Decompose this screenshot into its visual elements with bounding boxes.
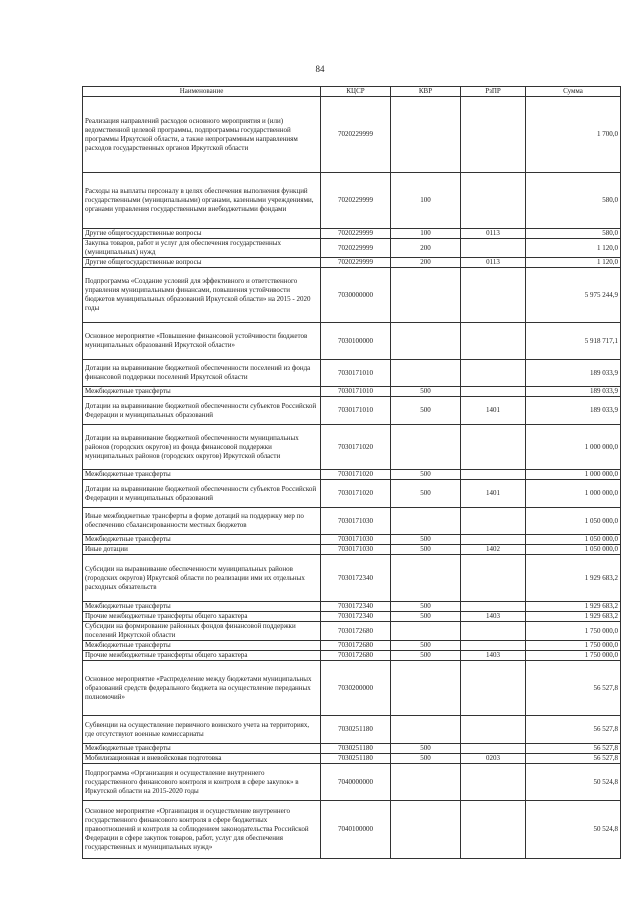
table-row <box>83 425 621 470</box>
cell-sum: 1 050 000,0 <box>526 545 621 555</box>
cell-rzpr <box>461 425 526 470</box>
cell-sum: 5 975 244,9 <box>526 268 621 323</box>
cell-kcsr: 7030172340 <box>321 602 391 612</box>
cell-rzpr <box>461 602 526 612</box>
table-row <box>83 622 621 641</box>
cell-kcsr: 7040000000 <box>321 764 391 801</box>
cell-kvr <box>391 801 461 859</box>
cell-kvr <box>391 716 461 744</box>
cell-kvr: 500 <box>391 397 461 425</box>
table-row <box>83 764 621 801</box>
table-row <box>83 744 621 754</box>
cell-name: Мобилизационная и вневойсковая подготовка <box>83 754 321 764</box>
cell-kcsr: 7030172680 <box>321 641 391 651</box>
cell-kcsr: 7030171030 <box>321 545 391 555</box>
table-row <box>83 480 621 508</box>
header-kcsr: КЦСР <box>321 87 391 97</box>
cell-sum: 1 050 000,0 <box>526 508 621 535</box>
cell-kcsr: 7030172680 <box>321 651 391 661</box>
cell-rzpr <box>461 744 526 754</box>
table-row <box>83 239 621 258</box>
cell-name: Межбюджетные трансферты <box>83 744 321 754</box>
cell-sum: 5 918 717,1 <box>526 323 621 360</box>
cell-name: Прочие межбюджетные трансферты общего характера <box>83 612 321 622</box>
cell-sum: 1 000 000,0 <box>526 425 621 470</box>
cell-rzpr: 1401 <box>461 480 526 508</box>
cell-rzpr <box>461 173 526 229</box>
cell-rzpr: 1403 <box>461 651 526 661</box>
cell-rzpr: 1403 <box>461 612 526 622</box>
cell-kvr <box>391 555 461 602</box>
cell-rzpr <box>461 801 526 859</box>
cell-kcsr: 7020229999 <box>321 239 391 258</box>
cell-name: Иные межбюджетные трансферты в форме дотаций на поддержку мер по обеспечению сбалансированности местных бюджетов <box>83 508 321 535</box>
cell-sum: 580,0 <box>526 173 621 229</box>
cell-name: Основное мероприятие «Распределение между бюджетами муниципальных образований средств федерального бюджета на осуществление переданных полномочий» <box>83 661 321 716</box>
cell-rzpr <box>461 535 526 545</box>
cell-kvr <box>391 764 461 801</box>
cell-sum: 580,0 <box>526 229 621 239</box>
cell-rzpr: 1402 <box>461 545 526 555</box>
cell-kcsr: 7030200000 <box>321 661 391 716</box>
cell-name: Межбюджетные трансферты <box>83 387 321 397</box>
cell-name: Подпрограмма «Организация и осуществление внутреннего государственного финансового контроля и контроля в сфере закупок» в Иркутской области на 2015-2020 годы <box>83 764 321 801</box>
cell-kcsr: 7030000000 <box>321 268 391 323</box>
cell-name: Дотации на выравнивание бюджетной обеспеченности субъектов Российской Федерации и муниципальных образований <box>83 397 321 425</box>
cell-kvr <box>391 508 461 535</box>
table-row <box>83 651 621 661</box>
cell-rzpr <box>461 622 526 641</box>
cell-name: Межбюджетные трансферты <box>83 470 321 480</box>
header-name: Наименование <box>83 87 321 97</box>
cell-rzpr <box>461 508 526 535</box>
cell-kcsr: 7030171010 <box>321 387 391 397</box>
cell-kvr: 500 <box>391 535 461 545</box>
cell-name: Межбюджетные трансферты <box>83 602 321 612</box>
cell-name: Основное мероприятие «Организация и осуществление внутреннего государственного финансового контроля в сфере бюджетных правоотношений и контроля за соблюдением законодательства Российской Федерации в сфере закупок товаров, работ, услуг для обеспечения государственных и муниципальных нужд» <box>83 801 321 859</box>
cell-sum: 1 929 683,2 <box>526 612 621 622</box>
cell-name: Межбюджетные трансферты <box>83 641 321 651</box>
table-row <box>83 268 621 323</box>
cell-kvr <box>391 323 461 360</box>
table-row <box>83 360 621 387</box>
cell-sum: 189 033,9 <box>526 387 621 397</box>
cell-kcsr: 7030172340 <box>321 612 391 622</box>
cell-kvr: 500 <box>391 612 461 622</box>
cell-kvr: 500 <box>391 387 461 397</box>
cell-name: Дотации на выравнивание бюджетной обеспеченности субъектов Российской Федерации и муниципальных образований <box>83 480 321 508</box>
cell-kvr: 500 <box>391 470 461 480</box>
cell-kcsr: 7030171020 <box>321 470 391 480</box>
cell-kcsr: 7030171030 <box>321 508 391 535</box>
cell-kcsr: 7020229999 <box>321 229 391 239</box>
page-number: 84 <box>315 64 325 74</box>
table-row <box>83 173 621 229</box>
cell-rzpr <box>461 323 526 360</box>
cell-kvr: 200 <box>391 239 461 258</box>
cell-sum: 56 527,8 <box>526 744 621 754</box>
cell-rzpr <box>461 239 526 258</box>
table-row <box>83 323 621 360</box>
cell-rzpr: 0203 <box>461 754 526 764</box>
cell-rzpr <box>461 716 526 744</box>
cell-kcsr: 7030251180 <box>321 744 391 754</box>
cell-sum: 1 050 000,0 <box>526 535 621 545</box>
table-row <box>83 97 621 173</box>
cell-rzpr <box>461 268 526 323</box>
cell-name: Дотации на выравнивание бюджетной обеспеченности поселений из фонда финансовой поддержки поселений Иркутской области <box>83 360 321 387</box>
table-row <box>83 801 621 859</box>
cell-kvr <box>391 622 461 641</box>
cell-kcsr: 7020229999 <box>321 258 391 268</box>
cell-kvr: 500 <box>391 754 461 764</box>
cell-kcsr: 7030100000 <box>321 323 391 360</box>
cell-kvr: 500 <box>391 744 461 754</box>
cell-rzpr <box>461 661 526 716</box>
cell-kvr: 500 <box>391 602 461 612</box>
cell-sum: 56 527,8 <box>526 716 621 744</box>
table-row <box>83 387 621 397</box>
table-row <box>83 602 621 612</box>
cell-kcsr: 7030171030 <box>321 535 391 545</box>
table-row <box>83 470 621 480</box>
header-kvr: КВР <box>391 87 461 97</box>
cell-kcsr: 7020229999 <box>321 97 391 173</box>
cell-kvr: 500 <box>391 545 461 555</box>
table-row <box>83 508 621 535</box>
cell-rzpr: 0113 <box>461 258 526 268</box>
cell-rzpr: 1401 <box>461 397 526 425</box>
cell-rzpr <box>461 97 526 173</box>
table-row <box>83 545 621 555</box>
cell-name: Другие общегосударственные вопросы <box>83 229 321 239</box>
cell-kcsr: 7030172680 <box>321 622 391 641</box>
cell-name: Расходы на выплаты персоналу в целях обеспечения выполнения функций государственными (муниципальными) органами, казенными учреждениями, органами управления государственными внебюджетными фондами <box>83 173 321 229</box>
cell-name: Субсидии на формирование районных фондов финансовой поддержки поселений Иркутской области <box>83 622 321 641</box>
cell-kvr: 200 <box>391 258 461 268</box>
cell-name: Иные дотации <box>83 545 321 555</box>
cell-sum: 189 033,9 <box>526 397 621 425</box>
cell-rzpr: 0113 <box>461 229 526 239</box>
cell-kcsr: 7030251180 <box>321 754 391 764</box>
header-sum: Сумма <box>526 87 621 97</box>
budget-table <box>82 86 621 859</box>
cell-sum: 1 120,0 <box>526 239 621 258</box>
cell-rzpr <box>461 470 526 480</box>
cell-kcsr: 7030251180 <box>321 716 391 744</box>
cell-rzpr <box>461 555 526 602</box>
table-row <box>83 229 621 239</box>
table-row <box>83 258 621 268</box>
cell-name: Межбюджетные трансферты <box>83 535 321 545</box>
cell-name: Подпрограмма «Создание условий для эффективного и ответственного управления муниципальными финансами, повышения устойчивости бюджетов муниципальных образований Иркутской области» на 2015 - 2020 годы <box>83 268 321 323</box>
cell-name: Основное мероприятие «Повышение финансовой устойчивости бюджетов муниципальных образований Иркутской области» <box>83 323 321 360</box>
cell-rzpr <box>461 641 526 651</box>
cell-name: Субвенции на осуществление первичного воинского учета на территориях, где отсутствуют военные комиссариаты <box>83 716 321 744</box>
cell-kvr <box>391 425 461 470</box>
cell-kcsr: 7030171010 <box>321 397 391 425</box>
cell-name: Прочие межбюджетные трансферты общего характера <box>83 651 321 661</box>
header-rzpr: РзПР <box>461 87 526 97</box>
cell-kcsr: 7020229999 <box>321 173 391 229</box>
cell-sum: 1 120,0 <box>526 258 621 268</box>
cell-kvr: 100 <box>391 229 461 239</box>
cell-sum: 1 700,0 <box>526 97 621 173</box>
cell-sum: 1 750 000,0 <box>526 622 621 641</box>
table-row <box>83 612 621 622</box>
table-row <box>83 661 621 716</box>
table-row <box>83 641 621 651</box>
cell-rzpr <box>461 387 526 397</box>
cell-kcsr: 7030172340 <box>321 555 391 602</box>
cell-sum: 1 929 683,2 <box>526 555 621 602</box>
cell-kvr: 100 <box>391 173 461 229</box>
cell-sum: 50 524,8 <box>526 764 621 801</box>
cell-kcsr: 7030171010 <box>321 360 391 387</box>
cell-sum: 1 000 000,0 <box>526 470 621 480</box>
table-row <box>83 397 621 425</box>
cell-kvr: 500 <box>391 641 461 651</box>
cell-sum: 1 750 000,0 <box>526 651 621 661</box>
table-row <box>83 555 621 602</box>
cell-kvr: 500 <box>391 651 461 661</box>
table-row <box>83 535 621 545</box>
table-row <box>83 754 621 764</box>
cell-name: Закупка товаров, работ и услуг для обеспечения государственных (муниципальных) нужд <box>83 239 321 258</box>
cell-sum: 189 033,9 <box>526 360 621 387</box>
cell-name: Дотации на выравнивание бюджетной обеспеченности муниципальных районов (городских округов) из фонда финансовой поддержки муниципальных районов (городских округов) Иркутской области <box>83 425 321 470</box>
cell-kcsr: 7030171020 <box>321 480 391 508</box>
cell-name: Другие общегосударственные вопросы <box>83 258 321 268</box>
cell-kvr <box>391 661 461 716</box>
cell-rzpr <box>461 360 526 387</box>
cell-sum: 56 527,8 <box>526 661 621 716</box>
cell-kvr <box>391 268 461 323</box>
cell-sum: 50 524,8 <box>526 801 621 859</box>
cell-kcsr: 7040100000 <box>321 801 391 859</box>
table-header-row <box>83 87 621 97</box>
cell-sum: 1 000 000,0 <box>526 480 621 508</box>
cell-sum: 1 750 000,0 <box>526 641 621 651</box>
cell-sum: 56 527,8 <box>526 754 621 764</box>
cell-name: Реализация направлений расходов основного мероприятия и (или) ведомственной целевой программы, подпрограммы государственной программы Иркутской области, а также непрограммным направлениям расходов государственных органов Иркутской области <box>83 97 321 173</box>
cell-kvr <box>391 360 461 387</box>
cell-sum: 1 929 683,2 <box>526 602 621 612</box>
table-row <box>83 716 621 744</box>
cell-rzpr <box>461 764 526 801</box>
cell-name: Субсидии на выравнивание обеспеченности муниципальных районов (городских округов) Иркутской области по реализации ими их отдельных расходных обязательств <box>83 555 321 602</box>
cell-kvr: 500 <box>391 480 461 508</box>
cell-kvr <box>391 97 461 173</box>
cell-kcsr: 7030171020 <box>321 425 391 470</box>
